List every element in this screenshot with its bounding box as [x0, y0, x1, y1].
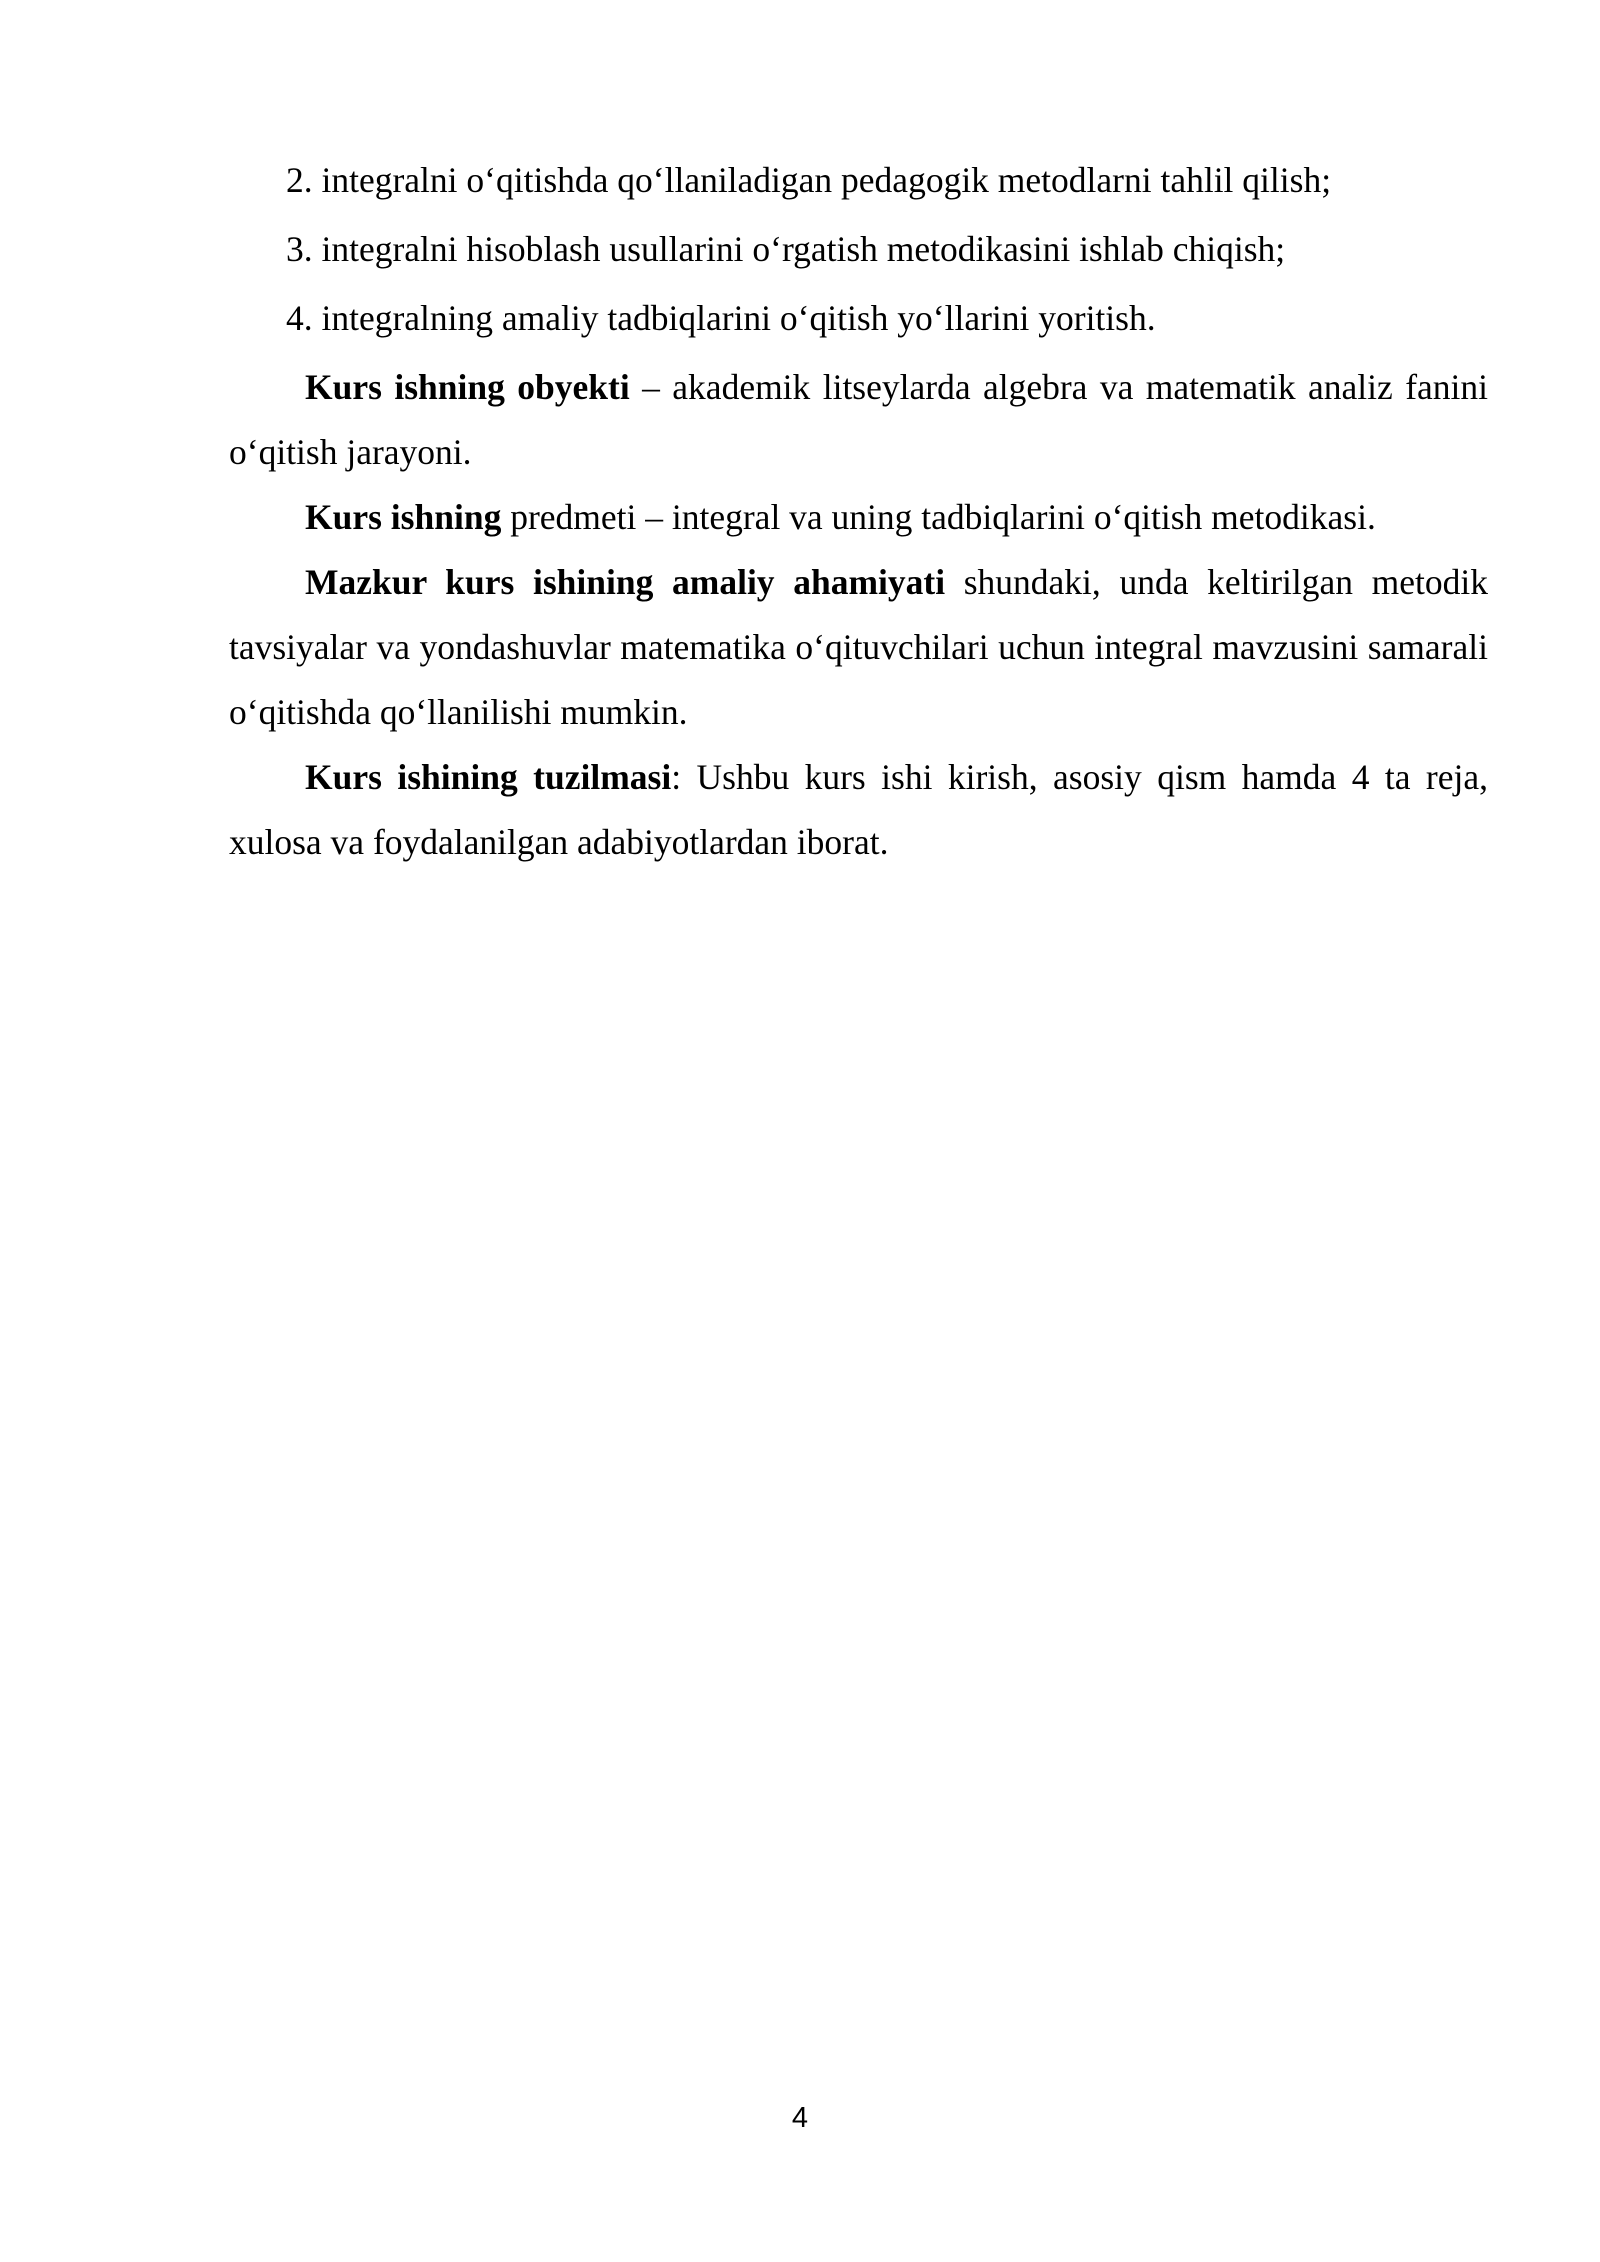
objective-item-2: 2. integralni o‘qitishda qo‘llaniladigan pedagogik metodlarni tahlil qilish;	[286, 160, 1332, 200]
page-number: 4	[791, 2102, 809, 2134]
paragraph-significance-text: shundaki, unda keltirilgan metodik tavsiyalar va yondashuvlar matematika o‘qituvchilari uchun integral mavzusini samarali o‘qitishda qo‘llanilishi mumkin.	[229, 562, 1488, 732]
paragraph-subject	[229, 485, 1488, 550]
paragraph-structure-text: : Ushbu kurs ishi kirish, asosiy qism hamda 4 ta reja, xulosa va foydalanilgan adabiyotlardan iborat.	[229, 757, 1488, 862]
paragraph-structure-heading: Kurs ishining tuzilmasi	[305, 757, 672, 797]
paragraph-subject-text: predmeti – integral va uning tadbiqlarini o‘qitish metodikasi.	[501, 497, 1376, 537]
objective-item-4: 4. integralning amaliy tadbiqlarini o‘qitish yo‘llarini yoritish.	[286, 298, 1156, 338]
objective-item-3: 3. integralni hisoblash usullarini o‘rgatish metodikasini ishlab chiqish;	[286, 229, 1286, 269]
paragraph-subject-heading: Kurs ishning	[305, 497, 502, 537]
paragraph-structure	[229, 745, 1488, 875]
paragraph-significance-heading: Mazkur kurs ishining amaliy ahamiyati	[305, 562, 946, 602]
paragraph-object-heading: Kurs ishning obyekti	[305, 367, 630, 407]
paragraph-significance	[229, 550, 1488, 745]
page-content	[229, 148, 1488, 875]
paragraph-object	[229, 355, 1488, 485]
paragraph-object-text: – akademik litseylarda algebra va matematik analiz fanini o‘qitish jarayoni.	[229, 367, 1488, 472]
